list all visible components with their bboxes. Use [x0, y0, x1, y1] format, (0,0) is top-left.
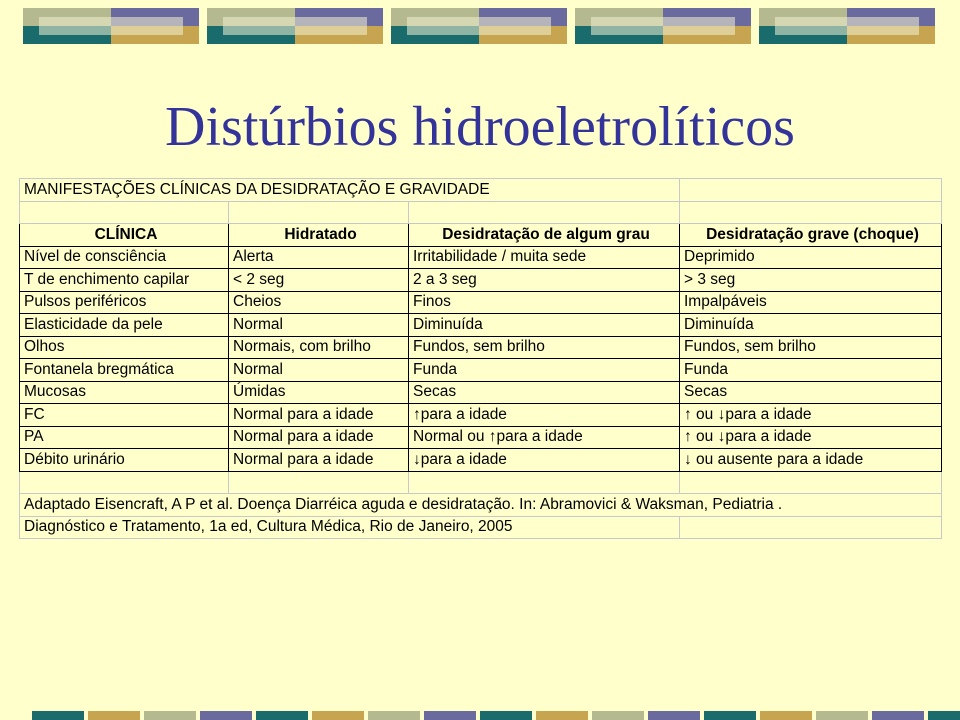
table-row	[20, 336, 942, 359]
column-header: Hidratado	[229, 224, 409, 247]
table-cell: Fundos, sem brilho	[680, 336, 942, 359]
deco-block	[256, 711, 308, 720]
top-decoration	[0, 8, 960, 44]
deco-block	[312, 711, 364, 720]
table-cell: Normal ou ↑para a idade	[409, 426, 680, 449]
dehydration-table	[19, 178, 942, 539]
table-cell: Cheios	[229, 291, 409, 314]
deco-tile	[759, 8, 935, 44]
empty-cell	[680, 516, 942, 539]
table-cell: Fundos, sem brilho	[409, 336, 680, 359]
deco-tile	[23, 8, 199, 44]
table-cell: Impalpáveis	[680, 291, 942, 314]
bottom-decoration	[32, 711, 932, 720]
slide-title: Distúrbios hidroeletrolíticos	[165, 96, 795, 158]
table-cell: Diminuída	[409, 314, 680, 337]
empty-cell	[409, 471, 680, 494]
row-label-cell: Mucosas	[20, 381, 229, 404]
deco-block	[872, 711, 924, 720]
empty-cell	[680, 201, 942, 224]
empty-cell	[20, 201, 229, 224]
table-row	[20, 314, 942, 337]
table-row	[20, 426, 942, 449]
table-row	[20, 291, 942, 314]
row-label-cell: Olhos	[20, 336, 229, 359]
table-cell: ↓para a idade	[409, 449, 680, 472]
table-cell: Funda	[680, 359, 942, 382]
empty-cell	[20, 471, 229, 494]
spacer-row	[20, 471, 942, 494]
table-cell: Deprimido	[680, 246, 942, 269]
table-cell: Úmidas	[229, 381, 409, 404]
deco-block	[368, 711, 420, 720]
table-cell: Finos	[409, 291, 680, 314]
row-label-cell: T de enchimento capilar	[20, 269, 229, 292]
table-cell: Diminuída	[680, 314, 942, 337]
deco-block	[536, 711, 588, 720]
deco-block	[648, 711, 700, 720]
footnote-reference: Diagnóstico e Tratamento, 1a ed, Cultura Médica, Rio de Janeiro, 2005	[20, 516, 680, 539]
table-cell: Alerta	[229, 246, 409, 269]
table-cell: ↑para a idade	[409, 404, 680, 427]
deco-block	[704, 711, 756, 720]
row-label-cell: Elasticidade da pele	[20, 314, 229, 337]
table-cell: ↑ ou ↓para a idade	[680, 426, 942, 449]
table-row	[20, 381, 942, 404]
empty-cell	[680, 471, 942, 494]
table-row	[20, 269, 942, 292]
footnote-row	[20, 516, 942, 539]
deco-tile	[575, 8, 751, 44]
table-cell: Irritabilidade / muita sede	[409, 246, 680, 269]
table-cell: Secas	[409, 381, 680, 404]
column-header: Desidratação grave (choque)	[680, 224, 942, 247]
footnote-reference: Adaptado Eisencraft, A P et al. Doença Diarréica aguda e desidratação. In: Abramovici & Waksman, Pediatria .	[20, 494, 942, 517]
empty-cell	[409, 201, 680, 224]
table-cell: Normal para a idade	[229, 426, 409, 449]
table-cell: 2 a 3 seg	[409, 269, 680, 292]
spacer-row	[20, 201, 942, 224]
table-cell: Funda	[409, 359, 680, 382]
deco-block	[32, 711, 84, 720]
empty-cell	[229, 471, 409, 494]
table-cell: ↓ ou ausente para a idade	[680, 449, 942, 472]
deco-block	[424, 711, 476, 720]
column-header: Desidratação de algum grau	[409, 224, 680, 247]
column-header: CLÍNICA	[20, 224, 229, 247]
table-cell: Normal para a idade	[229, 449, 409, 472]
table-cell: Normais, com brilho	[229, 336, 409, 359]
table-cell: Normal para a idade	[229, 404, 409, 427]
deco-block	[200, 711, 252, 720]
table-cell: Normal	[229, 314, 409, 337]
table-section-title: MANIFESTAÇÕES CLÍNICAS DA DESIDRATAÇÃO E GRAVIDADE	[20, 179, 680, 202]
empty-cell	[229, 201, 409, 224]
deco-tile	[207, 8, 383, 44]
deco-block	[760, 711, 812, 720]
row-label-cell: Débito urinário	[20, 449, 229, 472]
row-label-cell: Fontanela bregmática	[20, 359, 229, 382]
table-row	[20, 359, 942, 382]
empty-cell	[680, 179, 942, 202]
row-label-cell: PA	[20, 426, 229, 449]
deco-block	[592, 711, 644, 720]
deco-block	[480, 711, 532, 720]
table-row	[20, 246, 942, 269]
row-label-cell: Nível de consciência	[20, 246, 229, 269]
table-row	[20, 404, 942, 427]
table-cell: ↑ ou ↓para a idade	[680, 404, 942, 427]
deco-block	[928, 711, 960, 720]
table-cell: Normal	[229, 359, 409, 382]
deco-block	[144, 711, 196, 720]
row-label-cell: Pulsos periféricos	[20, 291, 229, 314]
deco-tile	[391, 8, 567, 44]
table-cell: > 3 seg	[680, 269, 942, 292]
table-cell: < 2 seg	[229, 269, 409, 292]
table-header-row	[20, 224, 942, 247]
footnote-row	[20, 494, 942, 517]
deco-block	[816, 711, 868, 720]
table-body	[20, 246, 942, 471]
table-title-row	[20, 179, 942, 202]
row-label-cell: FC	[20, 404, 229, 427]
table-cell: Secas	[680, 381, 942, 404]
table-row	[20, 449, 942, 472]
deco-block	[88, 711, 140, 720]
